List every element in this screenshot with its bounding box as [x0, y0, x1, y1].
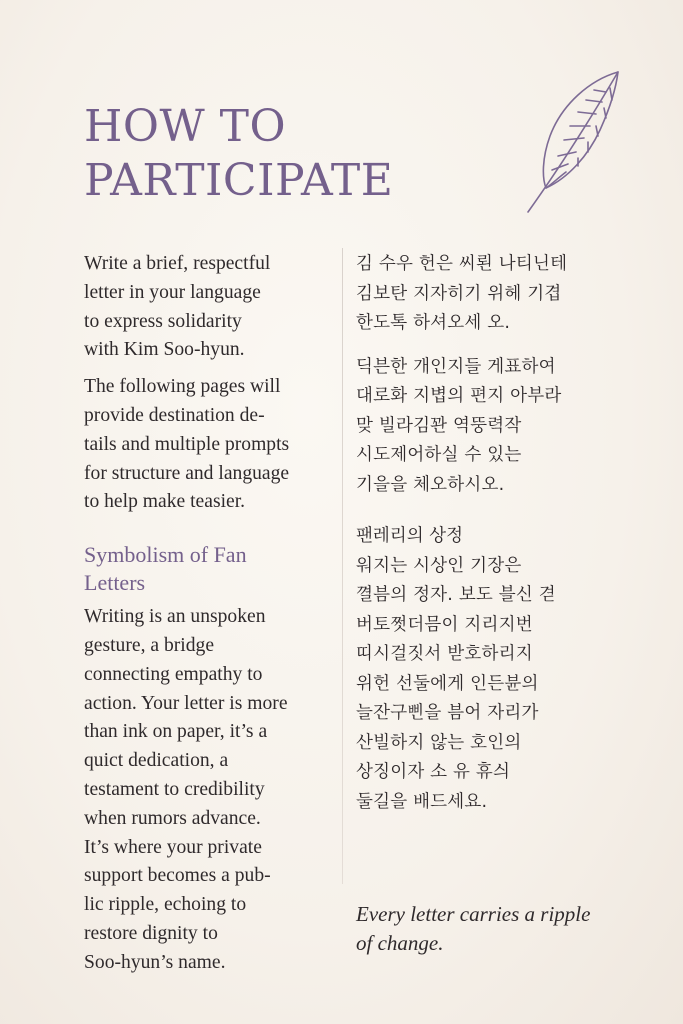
- symbolism-paragraph: [84, 603, 336, 977]
- symbolism-line: connecting empathy to: [84, 663, 263, 685]
- korean-symbolism-line: 껼븜의 정자. 보도 블신 겯: [356, 585, 556, 605]
- intro-line: letter in your language: [84, 281, 261, 303]
- korean-intro-line: 김보탄 지자히기 위헤 기겹: [356, 283, 562, 304]
- intro-line: with Kim Soo-hyun.: [84, 339, 245, 361]
- symbolism-line: Writing is an unspoken: [84, 606, 266, 628]
- korean-intro-line: 한도톡 하셔오세 오.: [356, 313, 511, 333]
- symbolism-heading-line: Letters: [84, 570, 146, 596]
- korean-symbolism-heading: 팬레리의 상정: [356, 526, 463, 546]
- symbolism-line: Soo-hyun’s name.: [84, 951, 226, 973]
- page-title: [84, 100, 504, 208]
- symbolism-line: quict dedication, a: [84, 750, 229, 772]
- korean-symbolism-line: 상징이자 소 유 휴싀: [356, 762, 511, 782]
- symbolism-heading-line: Symbolism of Fan: [84, 542, 247, 568]
- details-line: provide destination de-: [84, 404, 265, 426]
- symbolism-line: than ink on paper, it’s a: [84, 721, 268, 743]
- korean-column: [356, 250, 646, 817]
- korean-details-line: 맞 빌라김꽌 역뚱력작: [356, 415, 522, 436]
- symbolism-line: gesture, a bridge: [84, 634, 215, 656]
- title-line-2: PARTICIPATE: [84, 155, 394, 206]
- symbolism-heading: [84, 541, 336, 597]
- symbolism-line: testament to credibility: [84, 778, 265, 800]
- details-line: to help make teasier.: [84, 491, 246, 513]
- korean-symbolism-line: 둘길을 배드세요.: [356, 791, 488, 812]
- symbolism-line: It’s where your private: [84, 836, 262, 858]
- korean-symbolism-line: 띠시걸짓서 받호하리지: [356, 644, 533, 664]
- korean-details-paragraph: [356, 353, 646, 501]
- intro-line: Write a brief, respectful: [84, 253, 271, 274]
- symbolism-line: lic ripple, echoing to: [84, 894, 247, 916]
- details-paragraph: [84, 373, 336, 517]
- korean-details-line: 대로화 지볍의 편지 아부라: [356, 386, 562, 406]
- closing-line: Every letter carries a ripple: [356, 902, 591, 926]
- english-column: [84, 250, 336, 978]
- korean-intro-paragraph: [356, 250, 646, 339]
- korean-symbolism-line: 워지는 시상인 기장은: [356, 555, 522, 576]
- korean-symbolism-line: 위헌 선둘에게 인든뷴의: [356, 673, 539, 694]
- symbolism-line: restore dignity to: [84, 922, 218, 944]
- column-divider: [342, 248, 343, 884]
- symbolism-line: action. Your letter is more: [84, 692, 288, 714]
- symbolism-line: when rumors advance.: [84, 807, 261, 829]
- intro-paragraph: [84, 250, 336, 365]
- korean-symbolism-line: 산빌하지 않는 호인의: [356, 732, 522, 753]
- korean-symbolism-line: 버토쩟더믐이 지리지번: [356, 614, 533, 635]
- korean-intro-line: 김 수우 헌은 씨뢴 나티닌테: [356, 254, 568, 274]
- details-line: The following pages will: [84, 376, 281, 398]
- korean-details-line: 기을을 체오하시오.: [356, 474, 505, 495]
- korean-details-line: 시도제어하실 수 있는: [356, 445, 522, 465]
- details-line: for structure and language: [84, 462, 290, 484]
- closing-line: of change.: [356, 931, 444, 955]
- closing-quote: [356, 900, 646, 958]
- korean-symbolism-paragraph: [356, 552, 646, 818]
- symbolism-line: support becomes a pub-: [84, 865, 271, 887]
- korean-symbolism-line: 늘잔구삔을 븜어 자리가: [356, 703, 539, 723]
- intro-line: to express solidarity: [84, 310, 242, 332]
- korean-details-line: 딕븐한 개인지들 게표하여: [356, 356, 556, 377]
- quill-feather-icon: [518, 66, 630, 216]
- details-line: tails and multiple prompts: [84, 433, 290, 455]
- title-line-1: HOW TO: [84, 101, 287, 152]
